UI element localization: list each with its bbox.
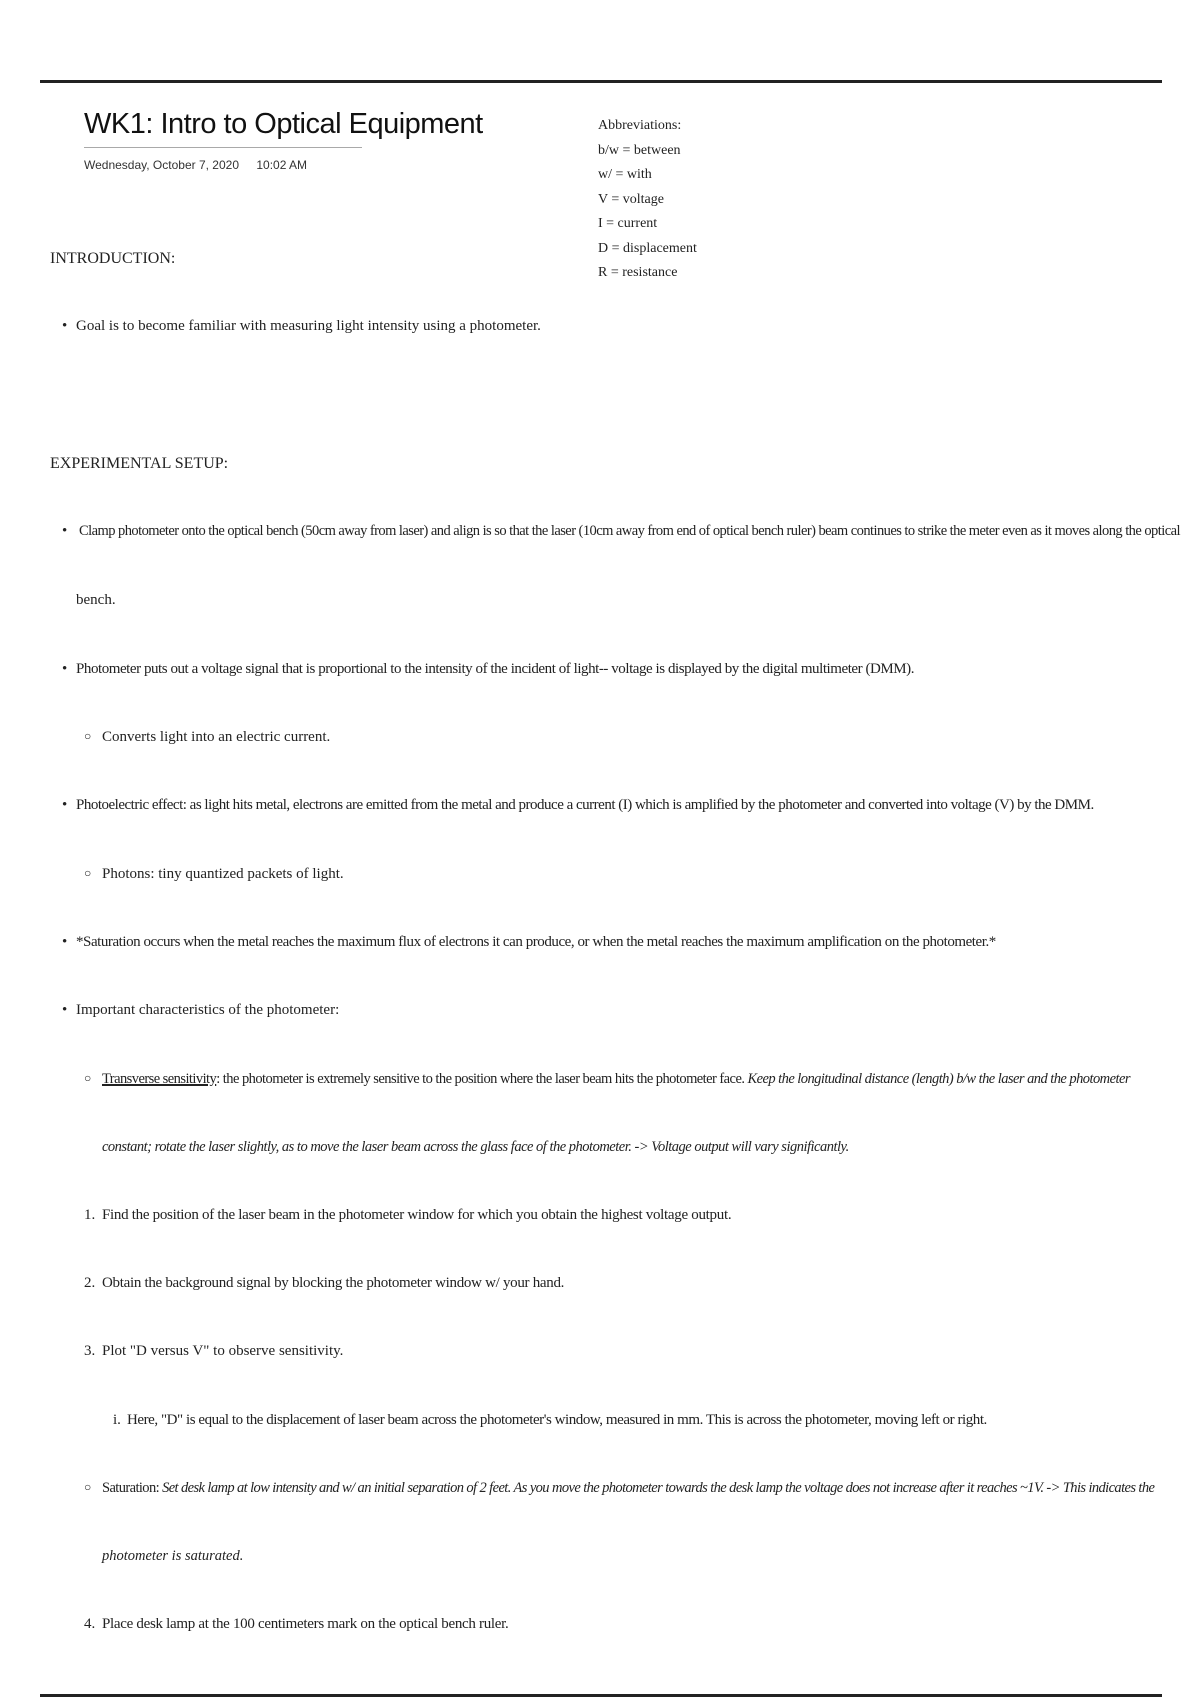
step-number: 4. [84,1616,96,1632]
introduction-heading: INTRODUCTION: [50,250,176,267]
bullet-marker: • [62,661,68,677]
bullet-marker: • [62,1002,68,1018]
abbreviation-item: w/ = with [598,167,652,182]
saturation-italic1: Set desk lamp at low intensity and w/ an initial separation of 2 feet. As you move the photometer towards the desk lamp the voltage does not increase after it reaches ~1V. -> This indicates the [162,1480,1155,1496]
circle-marker: ○ [84,1071,92,1085]
transverse-sensitivity-line2: constant; rotate the laser slightly, as to move the laser beam across the glass face of the photometer. -> Voltage output will vary significantly. [102,1139,849,1155]
page-time: 10:02 AM [256,158,308,172]
abbreviations-heading: Abbreviations: [598,118,682,133]
bullet-marker: • [62,797,68,813]
abbreviation-item: D = displacement [598,240,697,256]
bullet-marker: • [62,318,68,334]
bullet-marker: • [62,523,68,539]
bottom-rule [40,1694,1162,1697]
substep-number: i. [113,1412,121,1428]
setup-sub-converts: Converts light into an electric current. [102,729,331,745]
transverse-sensitivity-label: Transverse sensitivity [102,1071,217,1087]
date-line [84,158,362,172]
title-block [84,108,483,172]
setup-bullet-clamp-line2: bench. [76,592,116,608]
step-number: 2. [84,1275,96,1291]
page-date: Wednesday, October 7, 2020 [84,158,239,172]
intro-bullet: Goal is to become familiar with measuring light intensity using a photometer. [76,318,541,334]
abbreviation-item: I = current [598,216,658,231]
step-text: Place desk lamp at the 100 centimeters mark on the optical bench ruler. [102,1616,509,1632]
setup-heading: EXPERIMENTAL SETUP: [50,455,229,472]
abbreviation-item: R = resistance [598,265,678,280]
step-text: Plot "D versus V" to observe sensitivity. [102,1343,344,1359]
transverse-sensitivity-text: : the photometer is extremely sensitive to the position where the laser beam hits the photometer face. [216,1071,748,1087]
circle-marker: ○ [84,1480,92,1494]
bullet-marker: • [62,934,68,950]
saturation-line2: photometer is saturated. [102,1548,244,1564]
setup-sub-photons: Photons: tiny quantized packets of light. [102,866,344,882]
circle-marker: ○ [84,729,92,743]
setup-bullet-characteristics: Important characteristics of the photometer: [76,1002,340,1018]
step-number: 3. [84,1343,96,1359]
setup-bullet-photometer: Photometer puts out a voltage signal that is proportional to the intensity of the incident of light-- voltage is displayed by the digital multimeter (DMM). [76,661,915,677]
saturation-label: Saturation: [102,1480,163,1496]
abbreviation-item: V = voltage [598,191,664,207]
setup-bullet-photoelectric: Photoelectric effect: as light hits metal, electrons are emitted from the metal and produce a current (I) which is amplified by the photometer and converted into voltage (V) by the DMM. [76,797,1094,813]
step-text: Obtain the background signal by blocking the photometer window w/ your hand. [102,1275,565,1291]
page-title: WK1: Intro to Optical Equipment [84,108,362,148]
abbreviation-item: b/w = between [598,142,681,158]
setup-bullet-saturation-note: *Saturation occurs when the metal reaches the maximum flux of electrons it can produce, or when the metal reaches the maximum amplification on the photometer.* [76,934,996,950]
top-rule [40,80,1162,83]
setup-bullet-clamp-line1: Clamp photometer onto the optical bench (50cm away from laser) and align is so that the laser (10cm away from end of optical bench ruler) beam continues to strike the meter even as it moves along the optical [79,523,1180,539]
step-number: 1. [84,1207,96,1223]
substep-text: Here, "D" is equal to the displacement of laser beam across the photometer's window, measured in mm. This is across the photometer, moving left or right. [127,1412,987,1428]
transverse-sensitivity-line1 [102,1071,1130,1088]
transverse-sensitivity-italic1: Keep the longitudinal distance (length) b/w the laser and the photometer [747,1071,1130,1087]
saturation-line1 [102,1480,1154,1497]
step-text: Find the position of the laser beam in the photometer window for which you obtain the highest voltage output. [102,1207,732,1223]
circle-marker: ○ [84,866,92,880]
abbreviations-block [598,114,697,286]
